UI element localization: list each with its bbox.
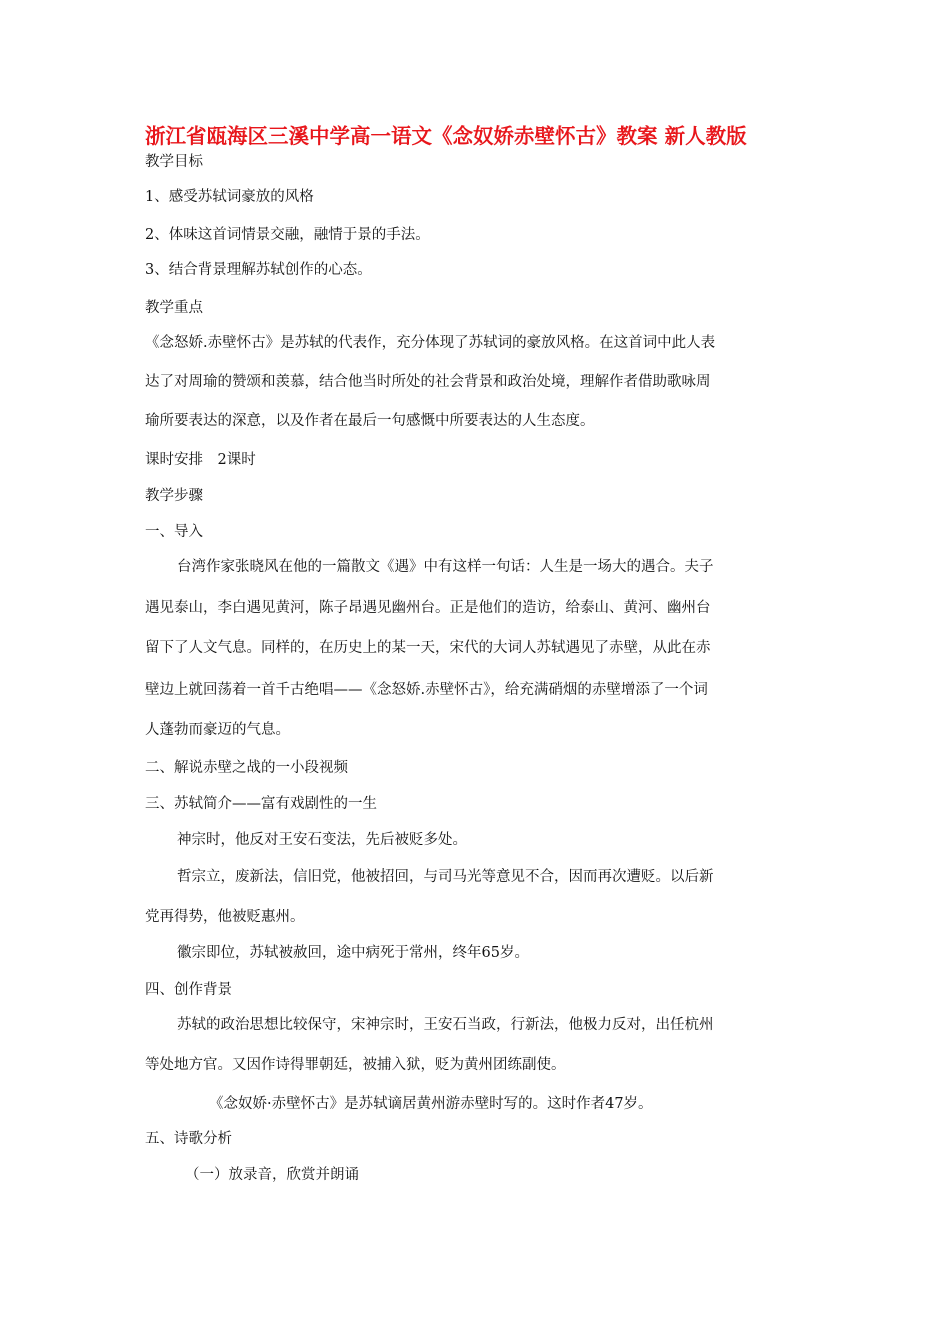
goal-item-3: 3、结合背景理解苏轼创作的心态。 bbox=[145, 262, 372, 278]
background-line-3: 《念奴娇·赤壁怀古》是苏轼谪居黄州游赤壁时写的。这时作者47岁。 bbox=[209, 1096, 653, 1112]
biography-line-3: 党再得势，他被贬惠州。 bbox=[145, 909, 305, 925]
section-3-heading: 三、苏轼简介——富有戏剧性的一生 bbox=[145, 796, 377, 812]
goal-item-1: 1、感受苏轼词豪放的风格 bbox=[145, 189, 314, 205]
section-5-heading: 五、诗歌分析 bbox=[145, 1131, 232, 1147]
focus-paragraph-line-3: 瑜所要表达的深意，以及作者在最后一句感慨中所要表达的人生态度。 bbox=[145, 413, 595, 429]
focus-paragraph-line-1: 《念怒娇.赤壁怀古》是苏轼的代表作，充分体现了苏轼词的豪放风格。在这首词中此人表 bbox=[145, 335, 716, 351]
goal-item-2: 2、体味这首词情景交融，融情于景的手法。 bbox=[145, 227, 430, 243]
document-title: 浙江省瓯海区三溪中学高一语文《念奴娇赤壁怀古》教案 新人教版 bbox=[145, 124, 747, 148]
section-2-heading: 二、解说赤壁之战的一小段视频 bbox=[145, 760, 348, 776]
heading-teaching-focus: 教学重点 bbox=[145, 300, 203, 316]
class-schedule: 课时安排 2课时 bbox=[145, 452, 256, 468]
focus-paragraph-line-2: 达了对周瑜的赞颂和羡慕，结合他当时所处的社会背景和政治处境，理解作者借助歌咏周 bbox=[145, 374, 711, 390]
section-4-heading: 四、创作背景 bbox=[145, 982, 232, 998]
intro-paragraph-line-2: 遇见泰山，李白遇见黄河，陈子昂遇见幽州台。正是他们的造访，给泰山、黄河、幽州台 bbox=[145, 600, 711, 616]
heading-teaching-goals: 教学目标 bbox=[145, 154, 203, 170]
intro-paragraph-line-1: 台湾作家张晓风在他的一篇散文《遇》中有这样一句话：人生是一场大的遇合。夫子 bbox=[177, 559, 714, 575]
analysis-step-1: （一）放录音，欣赏并朗诵 bbox=[185, 1167, 359, 1183]
biography-line-4: 徽宗即位，苏轼被赦回，途中病死于常州，终年65岁。 bbox=[177, 945, 529, 961]
biography-line-1: 神宗时，他反对王安石变法，先后被贬多处。 bbox=[177, 832, 467, 848]
background-line-2: 等处地方官。又因作诗得罪朝廷，被捕入狱，贬为黄州团练副使。 bbox=[145, 1057, 566, 1073]
intro-paragraph-line-3: 留下了人文气息。同样的，在历史上的某一天，宋代的大词人苏轼遇见了赤壁，从此在赤 bbox=[145, 640, 711, 656]
intro-paragraph-line-5: 人蓬勃而豪迈的气息。 bbox=[145, 722, 290, 738]
intro-paragraph-line-4: 壁边上就回荡着一首千古绝唱——《念怒娇.赤壁怀古》，给充满硝烟的赤壁增添了一个词 bbox=[145, 682, 708, 698]
biography-line-2: 哲宗立，废新法，信旧党，他被招回，与司马光等意见不合，因而再次遭贬。以后新 bbox=[177, 869, 714, 885]
background-line-1: 苏轼的政治思想比较保守，宋神宗时，王安石当政，行新法，他极力反对，出任杭州 bbox=[177, 1017, 714, 1033]
section-1-heading: 一、导入 bbox=[145, 524, 203, 540]
heading-teaching-steps: 教学步骤 bbox=[145, 488, 203, 504]
